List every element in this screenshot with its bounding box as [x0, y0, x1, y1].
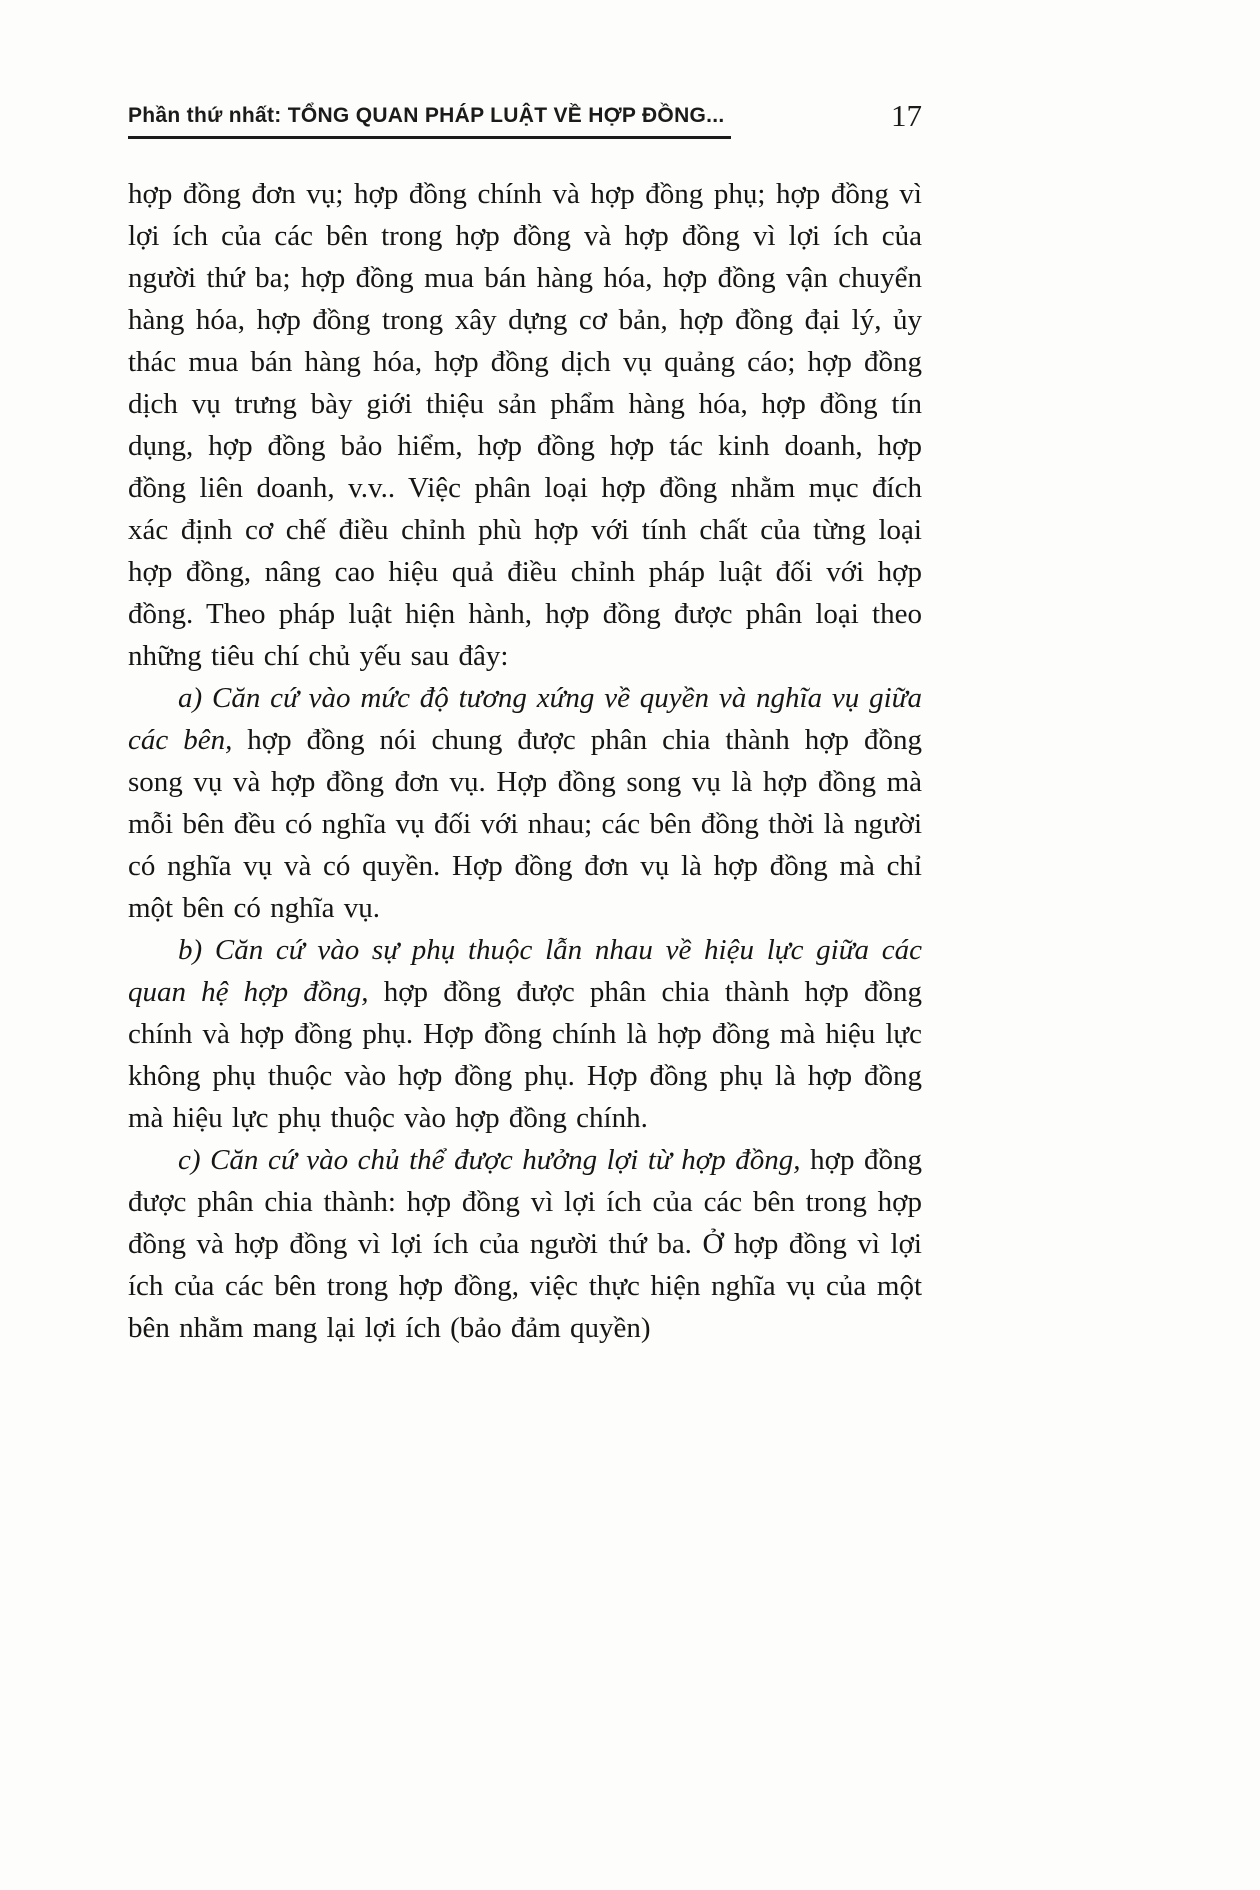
paragraph-item-c: [128, 1139, 922, 1349]
running-head: [128, 100, 922, 139]
paragraph-continuation: hợp đồng đơn vụ; hợp đồng chính và hợp đồng phụ; hợp đồng vì lợi ích của các bên trong hợp đồng và hợp đồng vì lợi ích của người thứ ba; hợp đồng mua bán hàng hóa, hợp đồng vận chuyển hàng hóa, hợp đồng trong xây dựng cơ bản, hợp đồng đại lý, ủy thác mua bán hàng hóa, hợp đồng dịch vụ quảng cáo; hợp đồng dịch vụ trưng bày giới thiệu sản phẩm hàng hóa, hợp đồng tín dụng, hợp đồng bảo hiểm, hợp đồng hợp tác kinh doanh, hợp đồng liên doanh, v.v.. Việc phân loại hợp đồng nhằm mục đích xác định cơ chế điều chỉnh phù hợp với tính chất của từng loại hợp đồng, nâng cao hiệu quả điều chỉnh pháp luật đối với hợp đồng. Theo pháp luật hiện hành, hợp đồng được phân loại theo những tiêu chí chủ yếu sau đây:: [128, 178, 922, 672]
item-b-lead-italic: b) Căn cứ vào sự phụ thuộc lẫn nhau về hiệu lực giữa các quan hệ hợp đồng,: [128, 934, 922, 1008]
running-head-title: Phần thứ nhất: TỔNG QUAN PHÁP LUẬT VỀ HỢP ĐỒNG...: [128, 104, 725, 127]
paragraph-item-b: [128, 929, 922, 1139]
item-b-text: hợp đồng được phân chia thành hợp đồng chính và hợp đồng phụ. Hợp đồng chính là hợp đồng mà hiệu lực không phụ thuộc vào hợp đồng phụ. Hợp đồng phụ là hợp đồng mà hiệu lực phụ thuộc vào hợp đồng chính.: [128, 976, 922, 1134]
item-c-lead-italic: c) Căn cứ vào chủ thể được hưởng lợi từ hợp đồng,: [178, 1144, 801, 1176]
item-c-text: hợp đồng được phân chia thành: hợp đồng vì lợi ích của các bên trong hợp đồng và hợp đồng vì lợi ích của người thứ ba. Ở hợp đồng vì lợi ích của các bên trong hợp đồng, việc thực hiện nghĩa vụ của một bên nhằm mang lại lợi ích (bảo đảm quyền): [128, 1144, 923, 1344]
body-text: [128, 173, 922, 1349]
book-page: [128, 100, 922, 1349]
page-number: 17: [891, 98, 922, 133]
running-head-rule: [128, 104, 731, 139]
item-a-lead-italic: a) Căn cứ vào mức độ tương xứng về quyền và nghĩa vụ giữa các bên,: [128, 682, 922, 756]
paragraph-item-a: [128, 677, 922, 929]
item-a-text: hợp đồng nói chung được phân chia thành hợp đồng song vụ và hợp đồng đơn vụ. Hợp đồng song vụ là hợp đồng mà mỗi bên đều có nghĩa vụ đối với nhau; các bên đồng thời là người có nghĩa vụ và có quyền. Hợp đồng đơn vụ là hợp đồng mà chỉ một bên có nghĩa vụ.: [128, 724, 922, 924]
